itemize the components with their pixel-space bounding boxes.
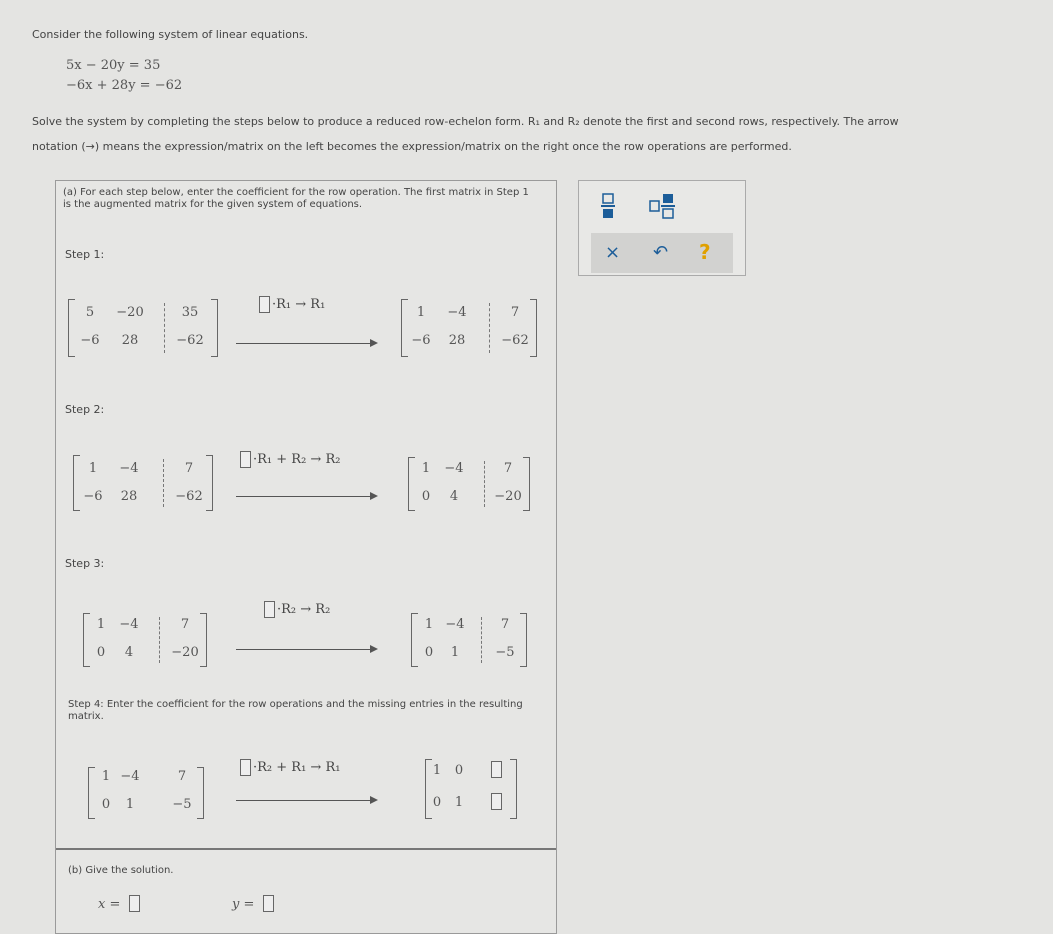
matrix-cell: −4 [120,769,140,784]
arrow-icon [370,339,378,347]
matrix-cell: −4 [444,461,464,476]
equation-1: 5x − 20y = 35 [66,58,161,73]
matrix-cell: 5 [85,305,95,320]
matrix-cell: −62 [501,333,529,348]
matrix-cell: −6 [83,489,103,504]
matrix-cell: −4 [119,461,139,476]
matrix-cell: −4 [119,617,139,632]
matrix-cell: 1 [96,617,106,632]
matrix-cell: 7 [503,461,513,476]
mixed-number-icon[interactable] [649,193,677,223]
missing-entry-input-1[interactable] [491,761,502,778]
y-input[interactable] [263,895,274,912]
coefficient-input[interactable] [264,601,275,618]
coefficient-input[interactable] [259,296,270,313]
arrow-line [236,343,372,344]
matrix-cell: 28 [120,489,138,504]
matrix-cell: 7 [180,617,190,632]
step-3-left-matrix [83,613,207,667]
matrix-cell: 4 [449,489,459,504]
step-4-operation: ·R₂ + R₁ → R₁ [240,759,340,776]
y-label: y = [232,897,255,912]
toolbar-actions [591,233,733,273]
matrix-cell: 1 [125,797,135,812]
step-2-right-matrix [408,457,530,511]
arrow-icon [370,645,378,653]
clear-button[interactable]: × [605,242,621,263]
equation-2: −6x + 28y = −62 [66,78,183,93]
instructions-line-2: notation (→) means the expression/matrix on the left becomes the expression/matrix on the right once the row operations are performed. [32,140,792,153]
arrow-icon [370,492,378,500]
matrix-cell: −6 [411,333,431,348]
step-4-right-matrix [425,759,517,819]
x-label: x = [98,897,121,912]
matrix-cell: −5 [495,645,515,660]
matrix-cell: 1 [424,617,434,632]
matrix-cell: 0 [96,645,106,660]
instructions-line-1: Solve the system by completing the steps below to produce a reduced row-echelon form. R₁ and R₂ denote the first and second rows, respectively. The arrow [32,115,899,128]
step-1-left-matrix [68,299,218,357]
matrix-cell: −62 [176,333,204,348]
step-4-label: Step 4: Enter the coefficient for the row operations and the missing entries in the resulting matrix. [68,699,523,722]
undo-button[interactable]: ↶ [653,242,669,263]
matrix-cell: 7 [177,769,187,784]
x-answer [98,893,142,912]
matrix-cell: 0 [421,489,431,504]
arrow-line [236,649,372,650]
section-divider [56,848,556,850]
intro-text: Consider the following system of linear equations. [32,28,309,41]
arrow-icon [370,796,378,804]
matrix-cell: 0 [432,795,442,810]
help-button[interactable]: ? [699,240,711,264]
step-2-left-matrix [73,455,213,511]
step-3-label: Step 3: [65,557,105,570]
missing-entry-input-2[interactable] [491,793,502,810]
math-toolbar [578,180,746,276]
matrix-cell: 0 [424,645,434,660]
matrix-cell: 1 [450,645,460,660]
arrow-line [236,496,372,497]
step-3-operation: ·R₂ → R₂ [264,601,330,618]
matrix-cell: 28 [121,333,139,348]
step-1-label: Step 1: [65,248,105,261]
step-1-right-matrix [401,299,537,357]
matrix-cell: 1 [88,461,98,476]
matrix-cell: 0 [454,763,464,778]
question-panel [55,180,557,934]
arrow-line [236,800,372,801]
fraction-icon[interactable] [601,193,615,223]
step-2-label: Step 2: [65,403,105,416]
matrix-cell: 1 [432,763,442,778]
matrix-cell: 0 [101,797,111,812]
step-2-operation: ·R₁ + R₂ → R₂ [240,451,340,468]
coefficient-input[interactable] [240,759,251,776]
matrix-cell: −20 [171,645,199,660]
matrix-cell: −62 [175,489,203,504]
matrix-cell: −5 [172,797,192,812]
matrix-cell: 1 [454,795,464,810]
step-3-right-matrix [411,613,527,667]
part-b-prompt: (b) Give the solution. [68,865,174,876]
matrix-cell: 1 [101,769,111,784]
x-input[interactable] [129,895,140,912]
step-4-left-matrix [88,767,204,819]
matrix-cell: 28 [448,333,466,348]
matrix-cell: −20 [116,305,144,320]
matrix-cell: 7 [500,617,510,632]
coefficient-input[interactable] [240,451,251,468]
matrix-cell: −4 [445,617,465,632]
matrix-cell: 4 [124,645,134,660]
matrix-cell: 35 [181,305,199,320]
matrix-cell: −4 [447,305,467,320]
part-a-prompt: (a) For each step below, enter the coefficient for the row operation. The first matrix in Step 1 is the augmented matrix for the given system of equations. [63,187,529,210]
matrix-cell: 7 [184,461,194,476]
matrix-cell: 1 [421,461,431,476]
matrix-cell: −20 [494,489,522,504]
matrix-cell: −6 [80,333,100,348]
y-answer [232,893,276,912]
matrix-cell: 7 [510,305,520,320]
matrix-cell: 1 [416,305,426,320]
step-1-operation: ·R₁ → R₁ [259,296,325,313]
